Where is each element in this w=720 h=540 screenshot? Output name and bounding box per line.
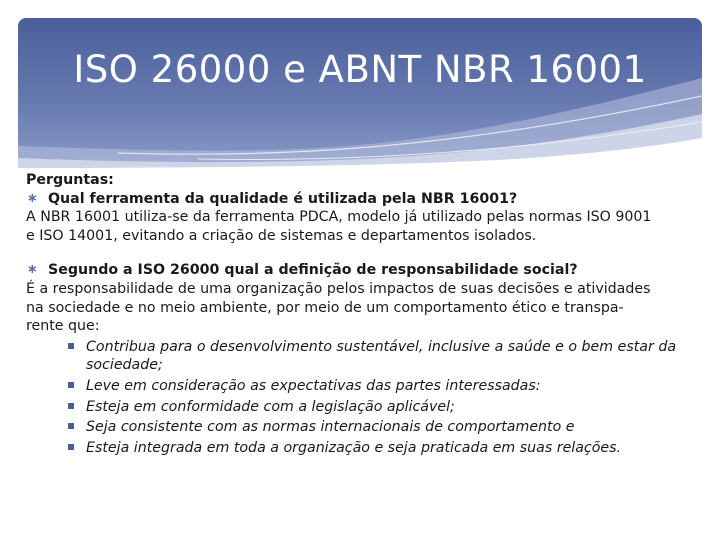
criteria-text: Esteja integrada em toda a organização e seja praticada em suas relações. (86, 439, 622, 456)
criteria-list (26, 338, 692, 458)
criteria-text: Contribua para o desenvolvimento sustentável, inclusive a saúde e o bem estar da sociedade; (86, 338, 677, 374)
list-item (72, 418, 692, 437)
list-item (72, 398, 692, 417)
criteria-text: Seja consistente com as normas internacionais de comportamento e (86, 419, 575, 436)
slide-content (26, 171, 692, 459)
banner-swoosh-decoration (18, 18, 702, 168)
question-2 (26, 261, 692, 280)
list-item (72, 338, 692, 375)
answer-1-line: e ISO 14001, evitando a criação de sistemas e departamentos isolados. (26, 227, 537, 244)
title-banner (18, 18, 702, 168)
list-item (72, 377, 692, 396)
list-item (72, 439, 692, 458)
criteria-text: Esteja em conformidade com a legislação aplicável; (86, 398, 455, 415)
asterisk-bullet-icon: ∗ (27, 190, 38, 206)
questions-heading: Perguntas: (26, 172, 114, 188)
answer-2-line: na sociedade e no meio ambiente, por meio de um comportamento ético e transpa- (26, 299, 624, 316)
slide-title: ISO 26000 e ABNT NBR 16001 (73, 48, 647, 91)
asterisk-bullet-icon: ∗ (27, 262, 38, 278)
square-bullet-icon (68, 444, 74, 450)
answer-1-line: A NBR 16001 utiliza-se da ferramenta PDCA, modelo já utilizado pelas normas ISO 9001 (26, 209, 652, 226)
answer-2-line: É a responsabilidade de uma organização pelos impactos de suas decisões e atividades (26, 280, 651, 297)
answer-2-line: rente que: (26, 318, 100, 335)
square-bullet-icon (68, 343, 74, 349)
square-bullet-icon (68, 423, 74, 429)
question-1-text: Qual ferramenta da qualidade é utilizada pela NBR 16001? (48, 190, 518, 207)
question-1 (26, 190, 692, 209)
question-2-text: Segundo a ISO 26000 qual a definição de responsabilidade social? (48, 262, 578, 279)
square-bullet-icon (68, 382, 74, 388)
criteria-text: Leve em consideração as expectativas das partes interessadas: (86, 377, 541, 394)
square-bullet-icon (68, 403, 74, 409)
